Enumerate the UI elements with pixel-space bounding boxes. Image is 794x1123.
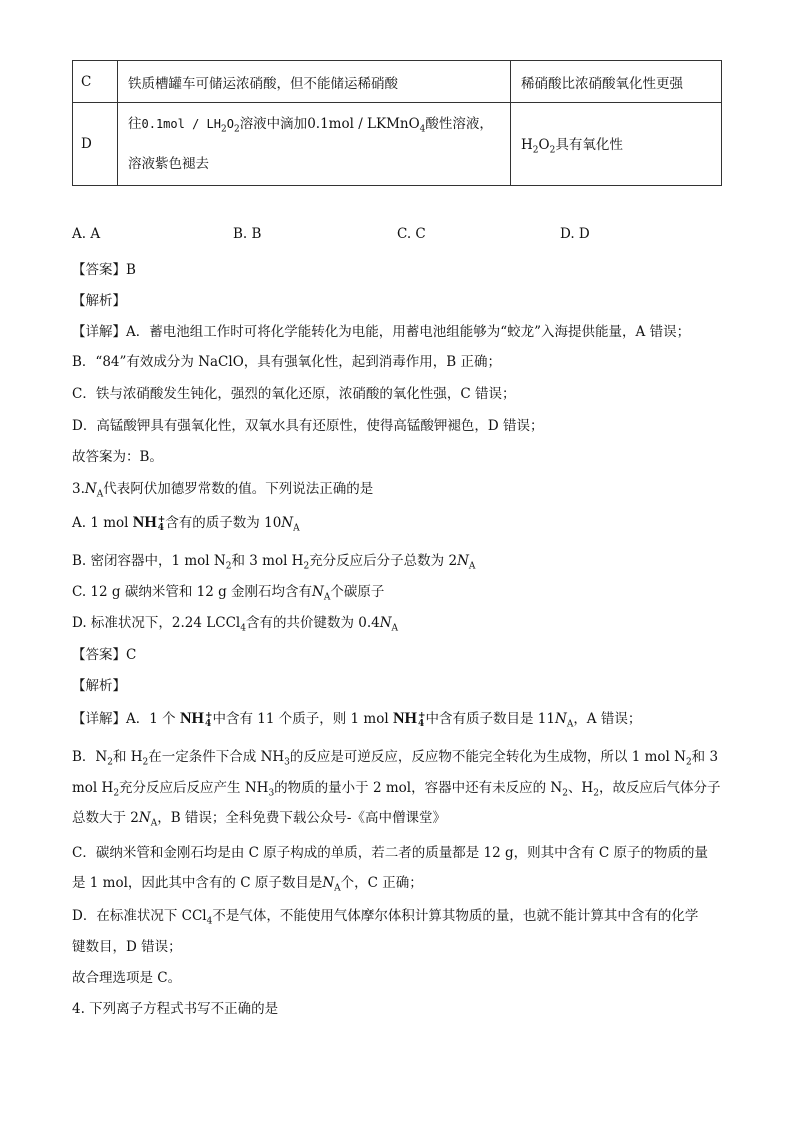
table-row [73,103,722,186]
q3-detail-b-line3: 总数大于 $2N_A$，B 错误；全科免费下载公众号-《高中僧课堂》 [72,810,446,829]
row-phenomenon: 往$0.1mol / LH_2O_2$溶液中滴加0.1mol / LKMnO$_4$酸性溶液， 溶液紫色褪去 [118,103,511,186]
q3-option-b[interactable]: B. 密闭容器中，1 mol $N_2$和 3 mol $H_2$充分反应后分子总数为 $2N_A$ [72,553,476,572]
q3-detail-d-line2: 键数目，D 错误； [72,939,182,955]
q3-stem: $3.N_A$代表阿伏加德罗常数的值。下列说法正确的是 [72,481,374,500]
choice-d[interactable]: D. D [560,226,590,242]
q3-detail-b-line2: mol $H_2$充分反应后反应产生 $NH_3$的物质的量小于 2 mol，容器中还有未反应的 $N_2$、$H_2$，故反应后气体分子 [72,780,721,799]
q3-option-c[interactable]: C. 12 g 碳纳米管和 12 g 金刚石均含有$N_A$个碳原子 [72,584,385,603]
q2-detail-a: 【详解】A．蓄电池组工作时可将化学能转化为电能，用蓄电池组能够为“蛟龙”入海提供能量，A 错误； [72,324,691,340]
q3-option-d[interactable]: D. 标准状况下，2.24 LCCl$_4$含有的共价键数为 $0.4N_A$ [72,615,399,634]
q2-conclusion: 故答案为：B。 [72,449,163,465]
q2-answer: 【答案】B [72,262,136,278]
options-table [72,60,722,186]
q3-answer: 【答案】C [72,647,137,663]
row-conclusion: $H_2O_2$具有氧化性 [511,103,722,186]
q3-detail-a: 【详解】A．1 个 NH + 4 中含有 11 个质子，则 1 mol NH + 4 中含有质子数目是 $11N_A$，A 错误； [72,710,642,730]
q2-detail-b: B．“84”有效成分为 NaClO，具有强氧化性，起到消毒作用，B 正确； [72,354,501,370]
q3-option-a[interactable]: A. 1 mol NH + 4 含有的质子数为 $10N_A$ [72,514,300,534]
q3-detail-c-line2: 是 1 mol，因此其中含有的 C 原子数目是$N_A$个，C 正确； [72,875,423,894]
q2-detail-c: C．铁与浓硝酸发生钝化，强烈的氧化还原，浓硝酸的氧化性强，C 错误； [72,386,516,402]
q3-detail-b-line1: B．$N_2$和 $H_2$在一定条件下合成 $NH_3$的反应是可逆反应，反应物不能完全转化为生成物，所以 1 mol $N_2$和 3 [72,749,719,768]
row-phenomenon: 铁质槽罐车可储运浓硝酸，但不能储运稀硝酸 [118,61,511,103]
q3-detail-c-line1: C．碳纳米管和金刚石均是由 C 原子构成的单质，若二者的质量都是 12 g，则其中含有 C 原子的物质的量 [72,845,709,861]
q4-stem: 4. 下列离子方程式书写不正确的是 [72,1001,279,1017]
choice-a[interactable]: A. A [72,226,101,242]
choice-b[interactable]: B. B [233,226,262,242]
q3-detail-d-line1: D．在标准状况下 CCl$_4$不是气体，不能使用气体摩尔体积计算其物质的量，也就不能计算其中含有的化学 [72,908,699,927]
row-conclusion: 稀硝酸比浓硝酸氧化性更强 [511,61,722,103]
choice-c[interactable]: C. C [397,226,426,242]
table-row [73,61,722,103]
q2-analysis: 【解析】 [72,293,126,309]
answer-choices [72,226,712,246]
q2-detail-d: D．高锰酸钾具有强氧化性，双氧水具有还原性，使得高锰酸钾褪色，D 错误； [72,418,544,434]
row-label: C [73,61,118,103]
q3-conclusion: 故合理选项是 C。 [72,970,182,986]
q3-analysis: 【解析】 [72,678,126,694]
row-label: D [73,103,118,186]
